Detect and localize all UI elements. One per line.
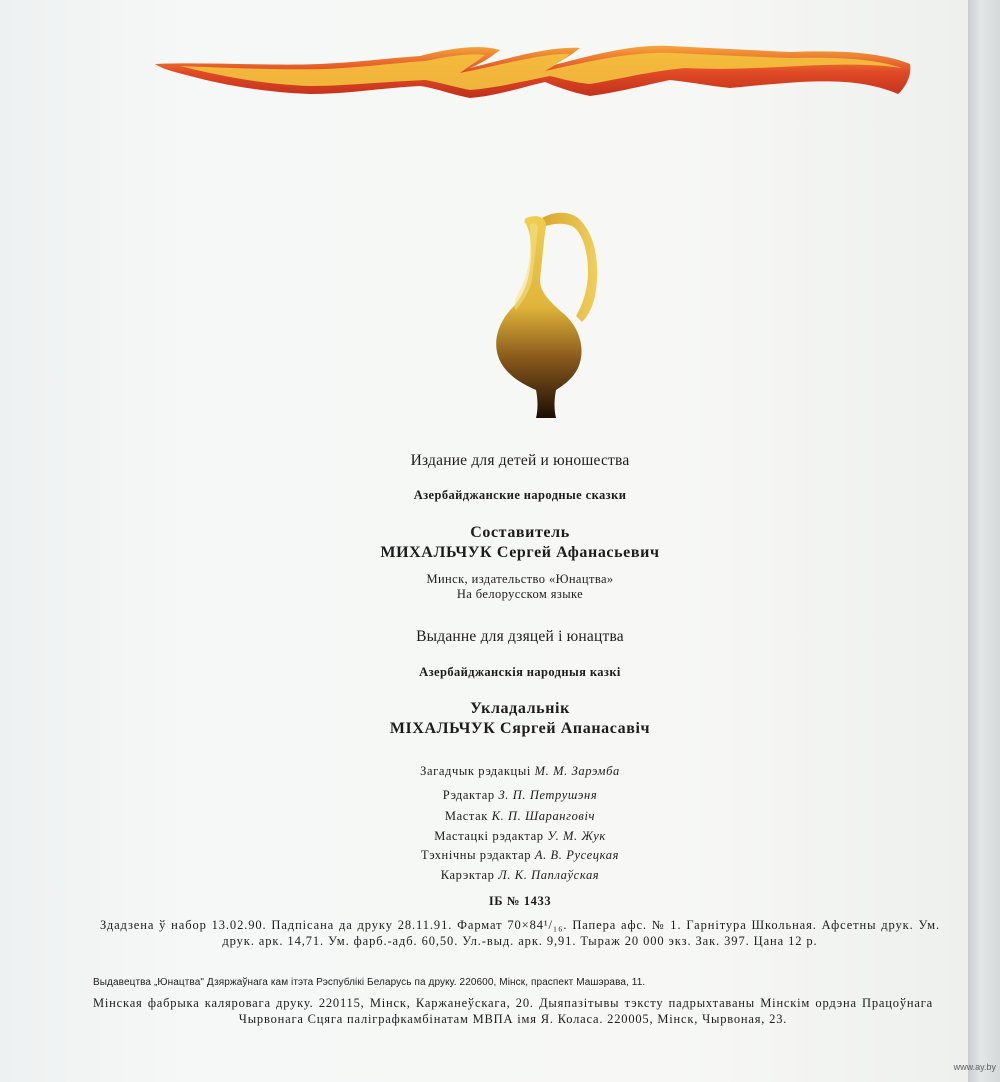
credit-line: [0, 868, 1000, 883]
compiler-label-be: Укладальнік: [470, 700, 570, 717]
jug-illustration: [490, 210, 605, 430]
language-ru: На белорусском языке: [456, 587, 584, 601]
credit-name: А. В. Русецкая: [534, 848, 619, 862]
credit-role: Мастак: [444, 809, 488, 823]
imprint-text: Здадзена ў набор 13.02.90. Падпісана да друку 28.11.91. Фармат 70×84¹/₁₆. Папера афс. № 1. Гарнітура Школьная. Афсетны друк. Ум. друк. арк. 14,71. Ум. фарб.-адб. 60,50. Ул.-выд. арк. 9,91. Тыраж 20 000 экз. Зак. 397. Цана 12 р.: [100, 918, 940, 948]
edition-be: Выданне для дзяцей і юнацтва: [416, 628, 624, 645]
ribbon-ornament: [150, 36, 915, 106]
compiler-name-ru: МИХАЛЬЧУК Сергей Афанасьевич: [380, 544, 660, 561]
credit-line: [0, 764, 1000, 779]
credit-line: [0, 809, 1000, 824]
credit-line: [0, 848, 1000, 863]
credit-role: Карэктар: [440, 868, 495, 882]
subtitle-be: Азербайджанскія народныя казкі: [419, 665, 621, 679]
compiler-name-be: МІХАЛЬЧУК Сяргей Апанасавіч: [389, 720, 651, 737]
credit-role: Тэхнічны рэдактар: [420, 848, 532, 862]
credit-name: К. П. Шаранговіч: [491, 809, 596, 823]
credit-line: [0, 788, 1000, 803]
credit-role: Рэдактар: [442, 788, 495, 802]
watermark: www.ay.by: [953, 1062, 996, 1072]
credit-name: У. М. Жук: [547, 829, 606, 843]
publisher-ru: Минск, издательство «Юнацтва»: [426, 572, 614, 586]
credit-name: М. М. Зарэмба: [534, 764, 620, 778]
publisher-address: Выдавецтва „Юнацтва" Дзяржаўнага кам ітэта Рэспублікі Беларусь па друку. 220600, Мінск, праспект Машэрава, 11.: [93, 977, 646, 988]
compiler-label-ru: Составитель: [470, 524, 570, 541]
printer-text: Мінская фабрыка каляровага друку. 220115, Мінск, Каржанеўскага, 20. Дыяпазітывы тэксту падрыхтаваны Мінскім ордэна Працоўнага Чырвонага Сцяга паліграфкамбінатам МВПА імя Я. Коласа. 220005, Мінск, Чырвоная, 23.: [93, 996, 933, 1026]
edition-ru: Издание для детей и юношества: [410, 452, 630, 469]
credit-role: Загадчык рэдакцыі: [420, 764, 531, 778]
page-edge: [968, 0, 1000, 1082]
subtitle-ru: Азербайджанские народные сказки: [413, 488, 627, 502]
credit-name: Л. К. Паплаўская: [498, 868, 600, 882]
credit-line: [0, 829, 1000, 844]
credit-role: Мастацкі рэдактар: [434, 829, 544, 843]
credit-name: З. П. Петрушэня: [498, 788, 598, 802]
ib-number: ІБ № 1433: [488, 894, 552, 908]
